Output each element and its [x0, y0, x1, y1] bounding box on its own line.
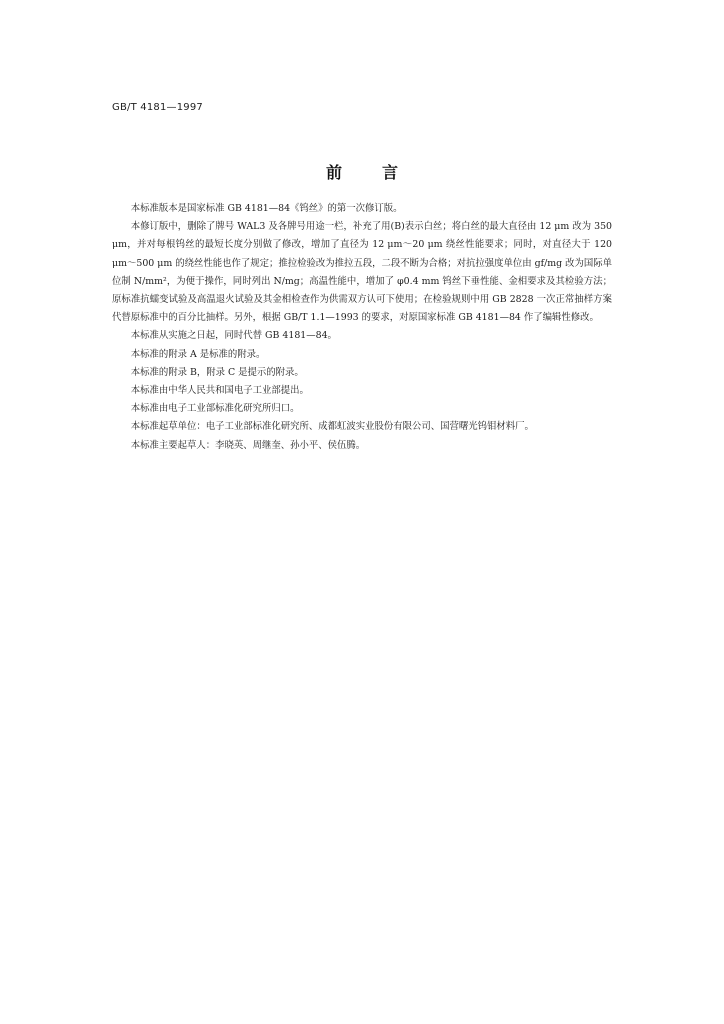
paragraph: 本标准的附录 B，附录 C 是提示的附录。	[130, 366, 304, 378]
paragraph: 本标准主要起草人：李晓英、周继奎、孙小平、侯伍腾。	[130, 439, 366, 451]
paragraph: 本标准从实施之日起，同时代替 GB 4181—84。	[130, 330, 337, 342]
title-char-2: 言	[382, 163, 399, 182]
standard-code: GB/T 4181—1997	[112, 102, 203, 113]
paragraph: 本标准起草单位：电子工业部标准化研究所、成都虹波实业股份有限公司、国营曙光钨钼材料厂。	[130, 421, 534, 433]
paragraph: 本标准由中华人民共和国电子工业部提出。	[130, 385, 309, 397]
page-title	[0, 160, 724, 183]
paragraph: 本标准由电子工业部标准化研究所归口。	[130, 403, 300, 415]
paragraph: 本标准版本是国家标准 GB 4181—84《钨丝》的第一次修订版。	[130, 203, 403, 214]
foreword-body	[112, 200, 612, 455]
paragraph: 本标准的附录 A 是标准的附录。	[130, 348, 266, 360]
paragraph: 本修订版中，删除了牌号 WAL3 及各牌号用途一栏，补充了用(B)表示白丝；将白丝的最大直径由 12 μm 改为 350 μm，并对每根钨丝的最短长度分别做了修改，增加了直径为 12 μm～20 μm 绕丝性能要求；同时，对直径大于 120 μm～500 μm 的绕丝性能也作了规定；推拉检验改为推拉五段，二段不断为合格；对抗拉强度单位由 gf/mg 改为国际单位制 N/mm²，为便于操作，同时列出 N/mg；高温性能中，增加了 φ0.4 mm 钨丝下垂性能、金相要求及其检验方法；原标准抗蠕变试验及高温退火试验及其金相检查作为供需双方认可下使用；在检验规则中用 GB 2828 一次正常抽样方案代替原标准中的百分比抽样。另外，根据 GB/T 1.1—1993 的要求，对原国家标准 GB 4181—84 作了编辑性修改。	[112, 221, 612, 324]
title-char-1: 前	[325, 163, 342, 182]
